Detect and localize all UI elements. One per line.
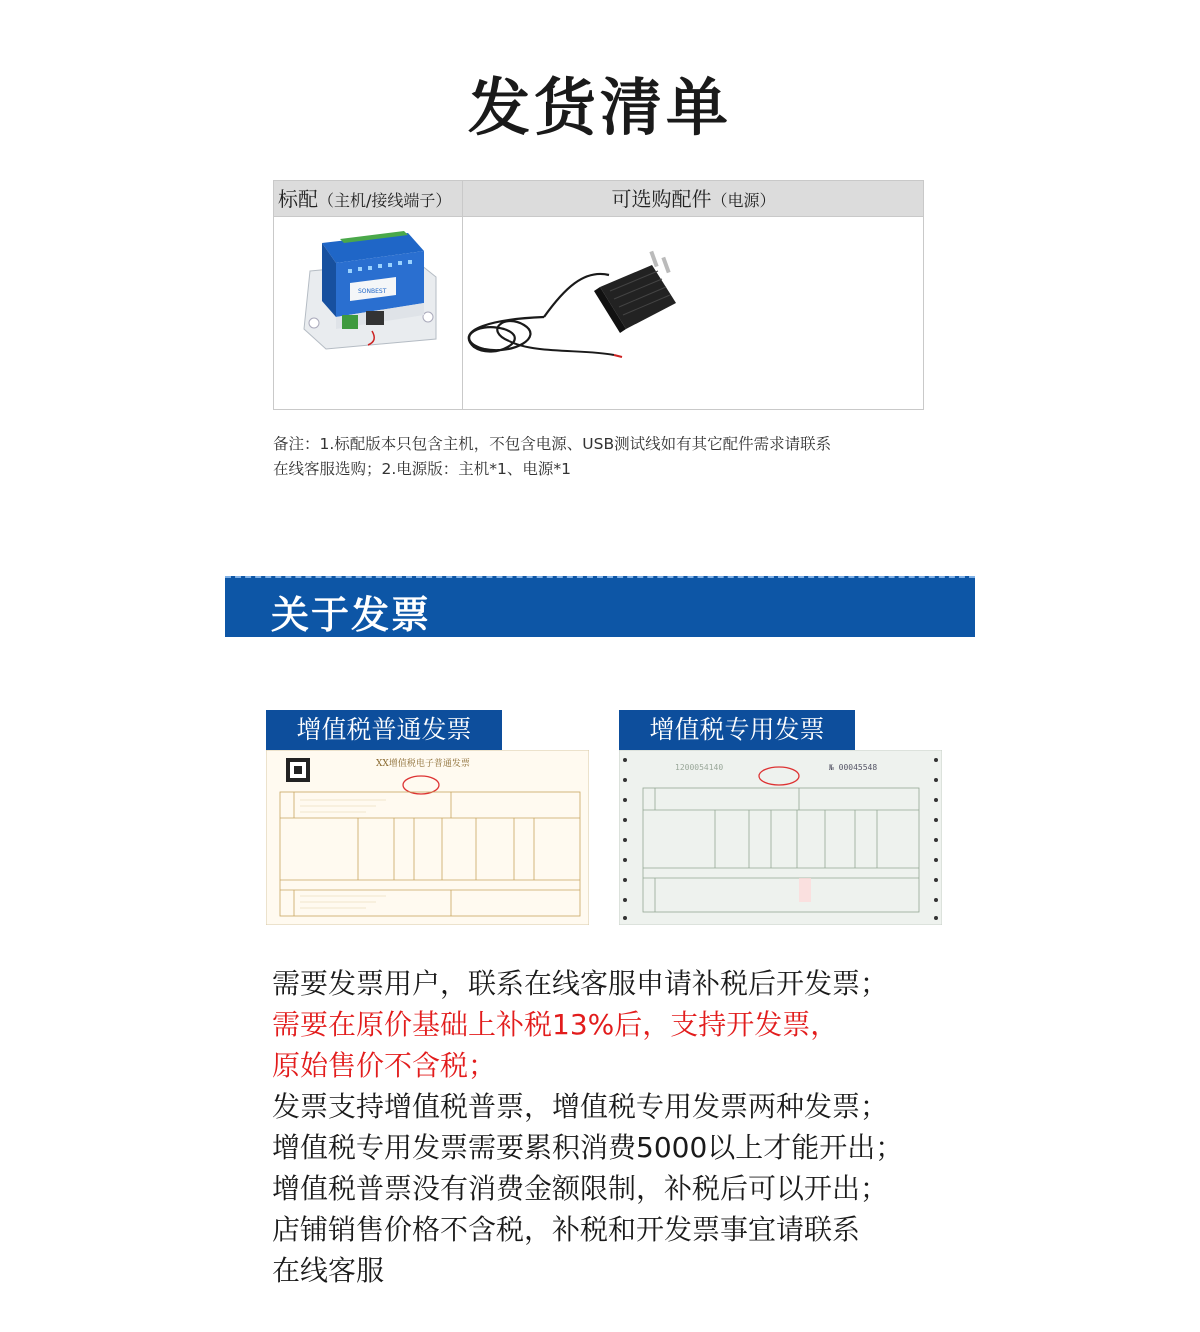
invoice-banner (225, 576, 975, 637)
note-line-1: 备注：1.标配版本只包含主机，不包含电源、USB测试线如有其它配件需求请联系 (273, 435, 832, 453)
page-title: 发货清单 (467, 71, 732, 144)
packing-note (273, 432, 913, 482)
device-brand: SONBEST (358, 288, 387, 295)
special-invoice-tab: 增值税专用发票 (619, 710, 855, 750)
desc-line-2: 需要在原价基础上补税13%后，支持开发票， (272, 1008, 839, 1041)
special-invoice-image (619, 750, 942, 925)
desc-line-8: 在线客服 (272, 1254, 385, 1287)
normal-invoice-tab: 增值税普通发票 (266, 710, 502, 750)
packing-list-table (273, 180, 924, 410)
normal-invoice-image (266, 750, 589, 925)
desc-line-4: 发票支持增值税普票，增值税专用发票两种发票； (272, 1090, 889, 1123)
special-doc-number: № 00045548 (829, 763, 878, 772)
standard-note: （主机/接线端子） (318, 191, 452, 210)
desc-line-7: 店铺销售价格不含税，补税和开发票事宜请联系 (272, 1213, 861, 1246)
note-line-2: 在线客服选购；2.电源版：主机*1、电源*1 (273, 460, 572, 478)
desc-line-3: 原始售价不含税； (272, 1049, 497, 1082)
optional-header (463, 181, 924, 217)
invoice-banner-title: 关于发票 (271, 593, 432, 637)
desc-line-1: 需要发票用户，联系在线客服申请补税后开发票； (272, 967, 889, 1000)
special-doc-code: 1200054140 (675, 763, 724, 772)
optional-label: 可选购配件 (611, 187, 712, 211)
invoice-description (272, 963, 952, 1291)
standard-label: 标配 (278, 187, 318, 211)
normal-doc-title: XX增值税电子普通发票 (376, 759, 470, 769)
optional-note: （电源） (711, 191, 776, 210)
desc-line-5: 增值税专用发票需要累积消费5000以上才能开出； (272, 1131, 904, 1164)
power-adapter-image (414, 229, 714, 359)
desc-line-6: 增值税普票没有消费金额限制，补税后可以开出； (272, 1172, 889, 1205)
